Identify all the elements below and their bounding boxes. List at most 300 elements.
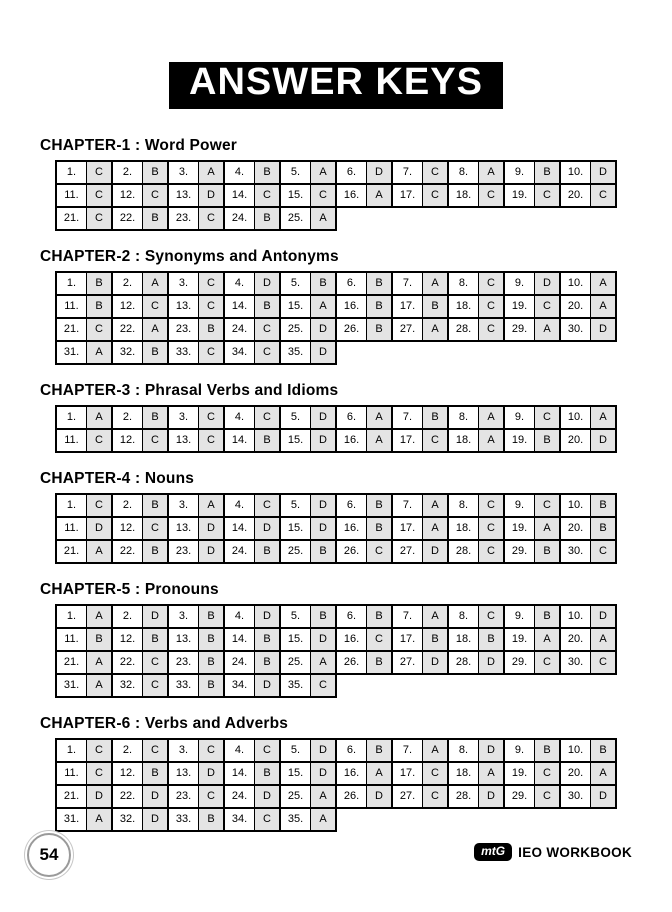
answer-row bbox=[55, 807, 672, 832]
answer-letter: D bbox=[87, 518, 111, 539]
question-number: 14. bbox=[225, 763, 255, 784]
answer-pair bbox=[55, 317, 113, 342]
question-number: 26. bbox=[337, 652, 367, 673]
question-number: 16. bbox=[337, 430, 367, 451]
answer-pair bbox=[279, 294, 337, 319]
answer-pair bbox=[55, 160, 113, 185]
answer-pair bbox=[559, 738, 617, 763]
question-number: 3. bbox=[169, 740, 199, 761]
question-number: 11. bbox=[57, 430, 87, 451]
answer-letter: D bbox=[311, 763, 335, 784]
chapter-section-2 bbox=[40, 248, 672, 365]
answer-pair bbox=[279, 673, 337, 698]
answer-pair bbox=[111, 183, 169, 208]
answer-pair bbox=[335, 294, 393, 319]
answer-pair bbox=[503, 650, 561, 675]
answer-pair bbox=[559, 271, 617, 296]
answer-pair bbox=[111, 650, 169, 675]
question-number: 10. bbox=[561, 407, 591, 428]
answer-pair bbox=[335, 160, 393, 185]
question-number: 2. bbox=[113, 273, 143, 294]
answer-pair bbox=[559, 784, 617, 809]
answer-letter: A bbox=[423, 606, 447, 627]
answer-letter: B bbox=[143, 495, 167, 516]
question-number: 33. bbox=[169, 342, 199, 363]
question-number: 20. bbox=[561, 296, 591, 317]
answer-letter: B bbox=[143, 629, 167, 650]
answer-letter: A bbox=[479, 763, 503, 784]
answer-letter: A bbox=[591, 407, 615, 428]
answer-pair bbox=[111, 516, 169, 541]
question-number: 33. bbox=[169, 809, 199, 830]
question-number: 11. bbox=[57, 518, 87, 539]
question-number: 18. bbox=[449, 430, 479, 451]
answer-pair bbox=[111, 271, 169, 296]
answer-row bbox=[55, 738, 672, 763]
answer-letter: D bbox=[367, 162, 391, 183]
question-number: 31. bbox=[57, 809, 87, 830]
answer-letter: D bbox=[479, 740, 503, 761]
answer-letter: D bbox=[199, 763, 223, 784]
question-number: 17. bbox=[393, 629, 423, 650]
answer-letter: C bbox=[87, 185, 111, 206]
answer-pair bbox=[335, 317, 393, 342]
answer-letter: C bbox=[591, 185, 615, 206]
answer-letter: C bbox=[87, 430, 111, 451]
question-number: 5. bbox=[281, 495, 311, 516]
answer-letter: D bbox=[255, 606, 279, 627]
answer-table bbox=[55, 405, 672, 453]
question-number: 1. bbox=[57, 273, 87, 294]
answer-pair bbox=[279, 183, 337, 208]
question-number: 6. bbox=[337, 606, 367, 627]
answer-row bbox=[55, 206, 672, 231]
question-number: 13. bbox=[169, 430, 199, 451]
answer-pair bbox=[335, 493, 393, 518]
chapter-heading: CHAPTER-4 : Nouns bbox=[40, 469, 195, 487]
answer-pair bbox=[55, 627, 113, 652]
answer-pair bbox=[503, 539, 561, 564]
answer-letter: D bbox=[311, 495, 335, 516]
question-number: 23. bbox=[169, 541, 199, 562]
question-number: 6. bbox=[337, 273, 367, 294]
answer-letter: D bbox=[423, 652, 447, 673]
question-number: 2. bbox=[113, 407, 143, 428]
question-number: 4. bbox=[225, 162, 255, 183]
answer-letter: B bbox=[199, 319, 223, 340]
answer-pair bbox=[55, 738, 113, 763]
answer-letter: D bbox=[87, 786, 111, 807]
answer-pair bbox=[111, 673, 169, 698]
answer-pair bbox=[279, 405, 337, 430]
question-number: 16. bbox=[337, 185, 367, 206]
answer-pair bbox=[167, 673, 225, 698]
answer-pair bbox=[447, 738, 505, 763]
answer-pair bbox=[503, 294, 561, 319]
question-number: 15. bbox=[281, 629, 311, 650]
page-number: 54 bbox=[39, 845, 59, 864]
answer-letter: D bbox=[255, 273, 279, 294]
question-number: 17. bbox=[393, 430, 423, 451]
answer-row bbox=[55, 271, 672, 296]
question-number: 6. bbox=[337, 162, 367, 183]
answer-pair bbox=[279, 539, 337, 564]
question-number: 9. bbox=[505, 162, 535, 183]
answer-pair bbox=[167, 493, 225, 518]
answer-table bbox=[55, 738, 672, 832]
answer-pair bbox=[111, 761, 169, 786]
answer-pair bbox=[335, 183, 393, 208]
answer-letter: B bbox=[143, 342, 167, 363]
answer-pair bbox=[559, 516, 617, 541]
question-number: 13. bbox=[169, 518, 199, 539]
question-number: 20. bbox=[561, 185, 591, 206]
answer-pair bbox=[167, 516, 225, 541]
answer-letter: C bbox=[479, 273, 503, 294]
question-number: 9. bbox=[505, 273, 535, 294]
answer-pair bbox=[223, 807, 281, 832]
answer-letter: C bbox=[479, 541, 503, 562]
question-number: 9. bbox=[505, 495, 535, 516]
answer-pair bbox=[279, 271, 337, 296]
answer-row bbox=[55, 604, 672, 629]
question-number: 5. bbox=[281, 606, 311, 627]
question-number: 28. bbox=[449, 786, 479, 807]
question-number: 30. bbox=[561, 541, 591, 562]
question-number: 1. bbox=[57, 162, 87, 183]
answer-letter: D bbox=[311, 629, 335, 650]
question-number: 34. bbox=[225, 342, 255, 363]
answer-row bbox=[55, 650, 672, 675]
question-number: 21. bbox=[57, 652, 87, 673]
question-number: 27. bbox=[393, 652, 423, 673]
answer-pair bbox=[223, 428, 281, 453]
question-number: 3. bbox=[169, 495, 199, 516]
answer-letter: C bbox=[535, 185, 559, 206]
question-number: 12. bbox=[113, 185, 143, 206]
answer-letter: C bbox=[479, 518, 503, 539]
answer-pair bbox=[391, 539, 449, 564]
answer-letter: B bbox=[311, 606, 335, 627]
answer-letter: D bbox=[591, 162, 615, 183]
answer-letter: B bbox=[423, 407, 447, 428]
answer-letter: C bbox=[311, 185, 335, 206]
answer-letter: C bbox=[87, 763, 111, 784]
answer-pair bbox=[503, 317, 561, 342]
answer-pair bbox=[223, 317, 281, 342]
answer-pair bbox=[447, 650, 505, 675]
answer-letter: B bbox=[311, 273, 335, 294]
answer-pair bbox=[279, 604, 337, 629]
answer-pair bbox=[503, 493, 561, 518]
answer-pair bbox=[223, 738, 281, 763]
answer-letter: C bbox=[199, 296, 223, 317]
answer-letter: B bbox=[143, 541, 167, 562]
answer-letter: B bbox=[143, 407, 167, 428]
question-number: 35. bbox=[281, 809, 311, 830]
answer-letter: B bbox=[367, 273, 391, 294]
answer-letter: C bbox=[423, 162, 447, 183]
answer-letter: A bbox=[143, 319, 167, 340]
answer-pair bbox=[279, 206, 337, 231]
answer-letter: D bbox=[199, 541, 223, 562]
answer-pair bbox=[447, 604, 505, 629]
question-number: 17. bbox=[393, 763, 423, 784]
question-number: 20. bbox=[561, 763, 591, 784]
answer-letter: A bbox=[479, 407, 503, 428]
answer-letter: A bbox=[311, 652, 335, 673]
answer-pair bbox=[391, 493, 449, 518]
answer-letter: A bbox=[479, 430, 503, 451]
question-number: 11. bbox=[57, 296, 87, 317]
answer-pair bbox=[55, 493, 113, 518]
answer-pair bbox=[335, 650, 393, 675]
answer-row bbox=[55, 761, 672, 786]
question-number: 26. bbox=[337, 319, 367, 340]
chapter-section-5 bbox=[40, 581, 672, 698]
answer-row bbox=[55, 183, 672, 208]
question-number: 23. bbox=[169, 319, 199, 340]
answer-pair bbox=[335, 784, 393, 809]
answer-letter: C bbox=[143, 740, 167, 761]
answer-letter: C bbox=[423, 430, 447, 451]
answer-table bbox=[55, 604, 672, 698]
answer-pair bbox=[55, 650, 113, 675]
answer-pair bbox=[503, 627, 561, 652]
question-number: 2. bbox=[113, 495, 143, 516]
question-number: 12. bbox=[113, 518, 143, 539]
answer-letter: C bbox=[535, 652, 559, 673]
answer-pair bbox=[503, 405, 561, 430]
answer-pair bbox=[111, 428, 169, 453]
answer-letter: C bbox=[199, 430, 223, 451]
answer-pair bbox=[167, 405, 225, 430]
question-number: 8. bbox=[449, 740, 479, 761]
answer-letter: D bbox=[143, 606, 167, 627]
answer-letter: B bbox=[367, 606, 391, 627]
answer-letter: B bbox=[591, 518, 615, 539]
answer-pair bbox=[111, 160, 169, 185]
answer-pair bbox=[335, 428, 393, 453]
question-number: 15. bbox=[281, 296, 311, 317]
answer-letter: C bbox=[535, 407, 559, 428]
answer-pair bbox=[111, 539, 169, 564]
question-number: 25. bbox=[281, 208, 311, 229]
question-number: 9. bbox=[505, 606, 535, 627]
answer-letter: A bbox=[591, 763, 615, 784]
answer-letter: A bbox=[535, 629, 559, 650]
answer-letter: A bbox=[367, 430, 391, 451]
answer-pair bbox=[559, 493, 617, 518]
question-number: 2. bbox=[113, 740, 143, 761]
answer-pair bbox=[55, 673, 113, 698]
answer-letter: C bbox=[199, 273, 223, 294]
answer-pair bbox=[111, 738, 169, 763]
answer-letter: B bbox=[87, 629, 111, 650]
answer-letter: A bbox=[143, 273, 167, 294]
answer-pair bbox=[391, 784, 449, 809]
answer-pair bbox=[447, 493, 505, 518]
question-number: 19. bbox=[505, 185, 535, 206]
answer-letter: D bbox=[591, 319, 615, 340]
question-number: 19. bbox=[505, 518, 535, 539]
answer-pair bbox=[391, 604, 449, 629]
answer-letter: A bbox=[423, 518, 447, 539]
answer-pair bbox=[447, 160, 505, 185]
answer-pair bbox=[447, 784, 505, 809]
question-number: 29. bbox=[505, 319, 535, 340]
answer-pair bbox=[167, 627, 225, 652]
question-number: 22. bbox=[113, 208, 143, 229]
answer-pair bbox=[279, 516, 337, 541]
answer-pair bbox=[111, 340, 169, 365]
question-number: 10. bbox=[561, 606, 591, 627]
answer-pair bbox=[167, 160, 225, 185]
answer-letter: C bbox=[479, 185, 503, 206]
answer-pair bbox=[391, 317, 449, 342]
answer-letter: D bbox=[311, 342, 335, 363]
answer-letter: D bbox=[479, 652, 503, 673]
answer-letter: C bbox=[199, 407, 223, 428]
publisher-brand bbox=[474, 843, 632, 861]
question-number: 17. bbox=[393, 296, 423, 317]
question-number: 14. bbox=[225, 185, 255, 206]
answer-letter: C bbox=[255, 185, 279, 206]
question-number: 26. bbox=[337, 786, 367, 807]
chapter-heading: CHAPTER-1 : Word Power bbox=[40, 136, 238, 154]
answer-letter: A bbox=[87, 342, 111, 363]
answer-pair bbox=[335, 271, 393, 296]
answer-pair bbox=[503, 738, 561, 763]
question-number: 8. bbox=[449, 606, 479, 627]
question-number: 2. bbox=[113, 162, 143, 183]
answer-letter: C bbox=[423, 185, 447, 206]
answer-pair bbox=[223, 673, 281, 698]
question-number: 10. bbox=[561, 162, 591, 183]
question-number: 18. bbox=[449, 296, 479, 317]
answer-letter: C bbox=[143, 675, 167, 696]
answer-letter: C bbox=[143, 430, 167, 451]
answer-letter: B bbox=[535, 740, 559, 761]
question-number: 19. bbox=[505, 763, 535, 784]
answer-pair bbox=[503, 160, 561, 185]
answer-pair bbox=[111, 604, 169, 629]
question-number: 33. bbox=[169, 675, 199, 696]
answer-pair bbox=[111, 784, 169, 809]
question-number: 28. bbox=[449, 652, 479, 673]
question-number: 24. bbox=[225, 541, 255, 562]
question-number: 25. bbox=[281, 786, 311, 807]
answer-pair bbox=[223, 493, 281, 518]
answer-pair bbox=[391, 183, 449, 208]
answer-letter: D bbox=[311, 740, 335, 761]
answer-pair bbox=[447, 761, 505, 786]
answer-letter: B bbox=[535, 541, 559, 562]
answer-letter: B bbox=[423, 296, 447, 317]
question-number: 24. bbox=[225, 319, 255, 340]
answer-pair bbox=[223, 340, 281, 365]
answer-letter: B bbox=[143, 162, 167, 183]
answer-pair bbox=[111, 317, 169, 342]
question-number: 20. bbox=[561, 518, 591, 539]
answer-pair bbox=[55, 340, 113, 365]
answer-pair bbox=[335, 516, 393, 541]
answer-pair bbox=[223, 183, 281, 208]
question-number: 3. bbox=[169, 407, 199, 428]
answer-pair bbox=[279, 627, 337, 652]
answer-pair bbox=[559, 650, 617, 675]
question-number: 11. bbox=[57, 629, 87, 650]
question-number: 1. bbox=[57, 606, 87, 627]
answer-letter: B bbox=[255, 296, 279, 317]
chapter-section-3 bbox=[40, 382, 672, 453]
answer-pair bbox=[55, 539, 113, 564]
answer-letter: C bbox=[87, 162, 111, 183]
answer-letter: D bbox=[535, 273, 559, 294]
answer-letter: C bbox=[255, 809, 279, 830]
answer-letter: C bbox=[255, 319, 279, 340]
question-number: 15. bbox=[281, 518, 311, 539]
answer-pair bbox=[559, 405, 617, 430]
question-number: 10. bbox=[561, 273, 591, 294]
question-number: 25. bbox=[281, 652, 311, 673]
answer-letter: A bbox=[367, 763, 391, 784]
answer-letter: A bbox=[591, 629, 615, 650]
answer-letter: C bbox=[423, 763, 447, 784]
question-number: 18. bbox=[449, 763, 479, 784]
answer-letter: A bbox=[311, 208, 335, 229]
question-number: 18. bbox=[449, 185, 479, 206]
chapter-heading: CHAPTER-6 : Verbs and Adverbs bbox=[40, 714, 289, 732]
question-number: 34. bbox=[225, 675, 255, 696]
answer-letter: C bbox=[423, 786, 447, 807]
answer-letter: C bbox=[199, 786, 223, 807]
answer-letter: B bbox=[255, 652, 279, 673]
question-number: 7. bbox=[393, 740, 423, 761]
chapter-heading: CHAPTER-5 : Pronouns bbox=[40, 580, 219, 598]
answer-letter: A bbox=[199, 495, 223, 516]
answer-letter: B bbox=[535, 430, 559, 451]
question-number: 30. bbox=[561, 652, 591, 673]
answer-letter: C bbox=[535, 786, 559, 807]
answer-letter: D bbox=[143, 809, 167, 830]
question-number: 7. bbox=[393, 606, 423, 627]
answer-letter: C bbox=[199, 740, 223, 761]
question-number: 8. bbox=[449, 407, 479, 428]
answer-pair bbox=[335, 539, 393, 564]
question-number: 3. bbox=[169, 606, 199, 627]
question-number: 15. bbox=[281, 763, 311, 784]
answer-pair bbox=[111, 206, 169, 231]
answer-letter: B bbox=[255, 430, 279, 451]
question-number: 24. bbox=[225, 208, 255, 229]
answer-letter: A bbox=[535, 319, 559, 340]
answer-letter: C bbox=[367, 541, 391, 562]
answer-pair bbox=[279, 428, 337, 453]
answer-pair bbox=[55, 761, 113, 786]
answer-pair bbox=[223, 604, 281, 629]
question-number: 35. bbox=[281, 342, 311, 363]
question-number: 15. bbox=[281, 185, 311, 206]
question-number: 8. bbox=[449, 495, 479, 516]
answer-row bbox=[55, 160, 672, 185]
answer-pair bbox=[223, 539, 281, 564]
answer-pair bbox=[55, 516, 113, 541]
question-number: 7. bbox=[393, 407, 423, 428]
answer-pair bbox=[391, 516, 449, 541]
answer-letter: C bbox=[479, 296, 503, 317]
question-number: 30. bbox=[561, 319, 591, 340]
